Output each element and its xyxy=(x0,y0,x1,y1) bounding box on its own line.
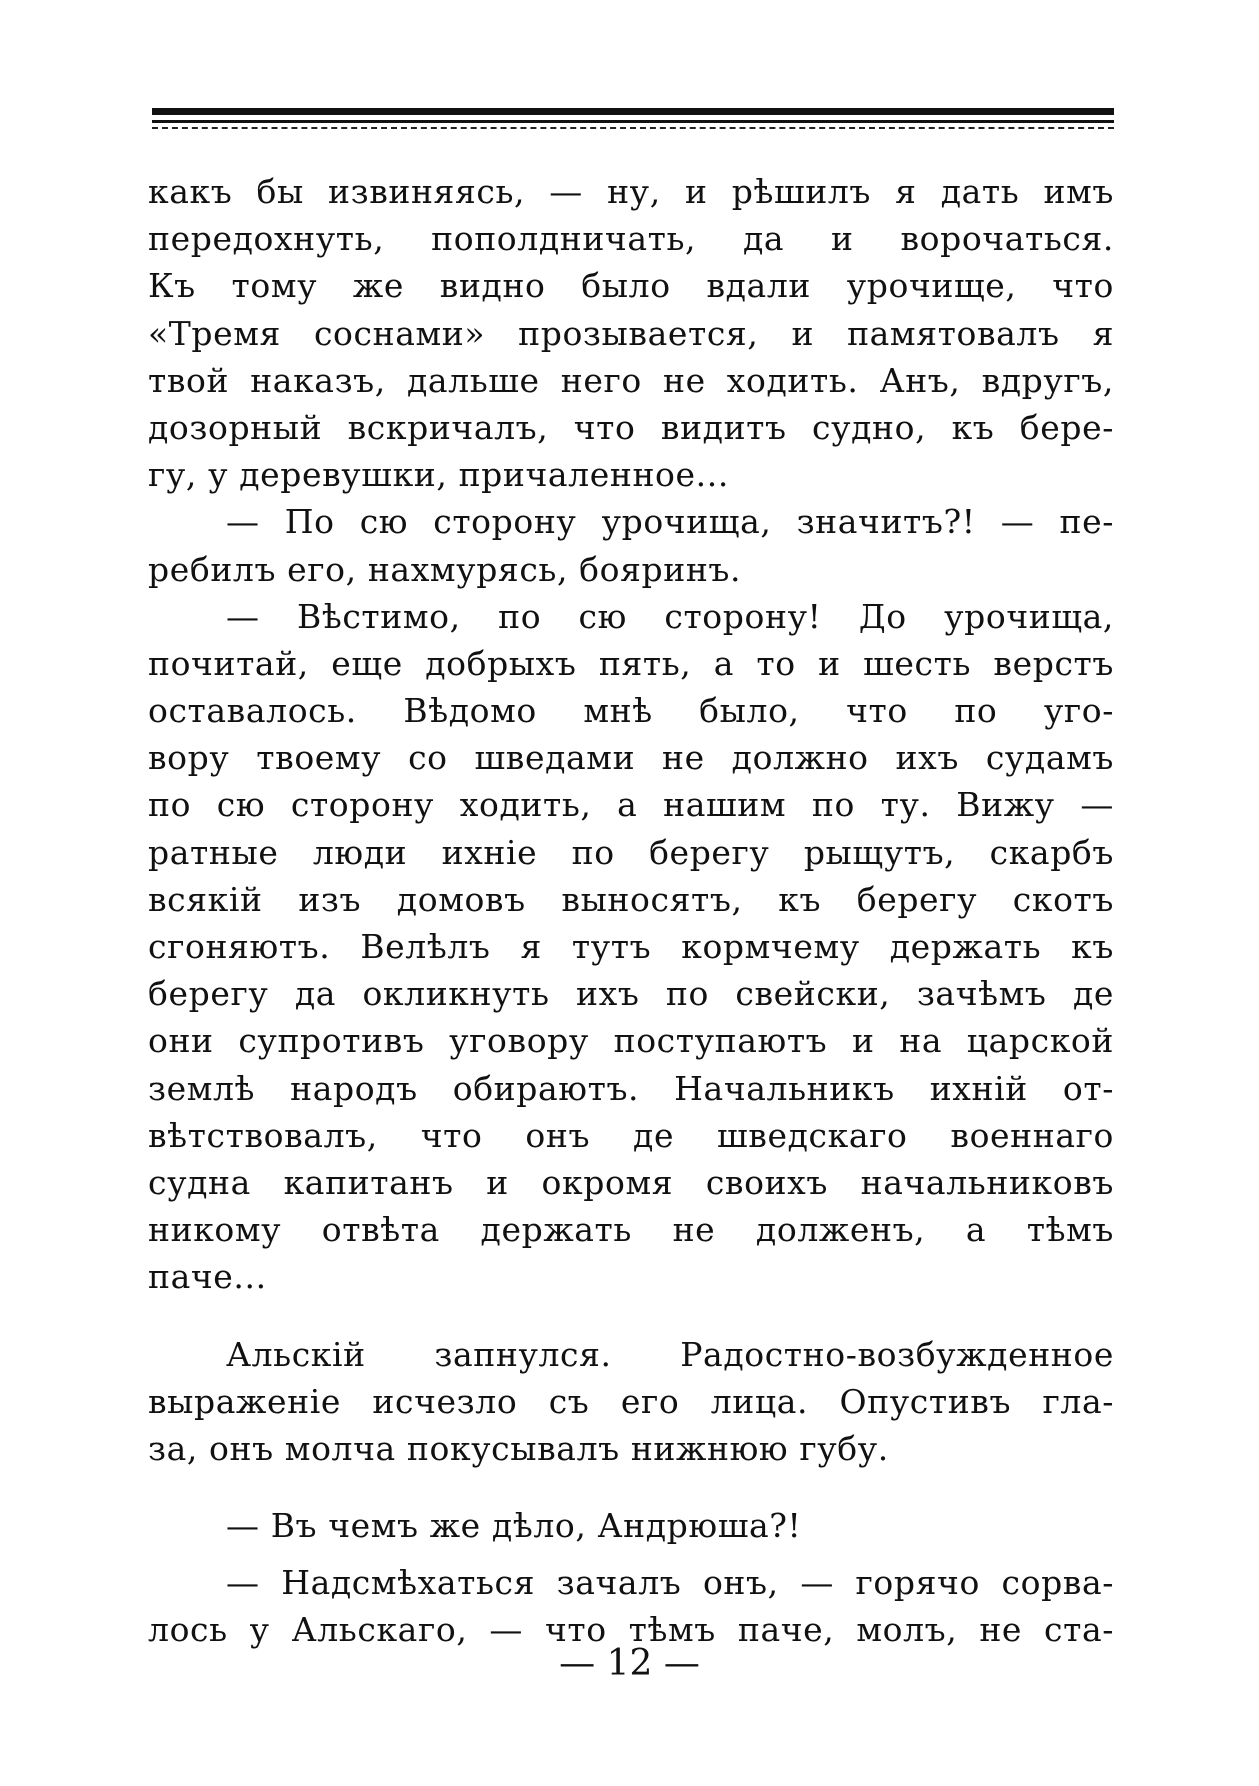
page-number: — 12 — xyxy=(559,1643,700,1684)
text-line: паче... xyxy=(148,1257,267,1297)
text-line: — Вѣстимо, по сю сторону! До урочища, xyxy=(226,596,1114,636)
text-line: почитай, еще добрыхъ пять, а то и шесть верстъ xyxy=(148,643,1114,683)
text-line: какъ бы извиняясь, — ну, и рѣшилъ я дать имъ xyxy=(148,172,1114,211)
header-rule-thin xyxy=(152,120,1114,123)
page-body xyxy=(148,168,1114,1654)
text-line: лось у Альскаго, — что тѣмъ паче, молъ, не ста- xyxy=(148,1610,1114,1650)
paragraph-gap xyxy=(148,1301,1114,1331)
text-line: Альскій запнулся. Радостно-возбужденное xyxy=(226,1334,1114,1374)
paragraph-gap xyxy=(148,1472,1114,1502)
text-line: передохнуть, пополдничать, да и ворочаться. xyxy=(148,219,1114,259)
text-line: ратные люди ихніе по берегу рыщутъ, скарбъ xyxy=(148,832,1114,872)
text-line: — Надсмѣхаться зачалъ онъ, — горячо сорва- xyxy=(226,1563,1114,1603)
header-rule-dashed xyxy=(152,127,1114,129)
text-line: гу, у деревушки, причаленное... xyxy=(148,455,729,495)
text-line: по сю сторону ходить, а нашим по ту. Вижу — xyxy=(148,785,1114,825)
text-line: вѣтствовалъ, что онъ де шведскаго военнаго xyxy=(148,1115,1114,1155)
text-line: вору твоему со шведами не должно ихъ судамъ xyxy=(148,738,1114,778)
text-line: за, онъ молча покусывалъ нижнюю губу. xyxy=(148,1428,889,1468)
text-line: — По сю сторону урочища, значитъ?! — пе- xyxy=(226,502,1114,542)
text-line: ребилъ его, нахмурясь, бояринъ. xyxy=(148,549,742,589)
text-line: — Въ чемъ же дѣло, Андрюша?! xyxy=(226,1506,802,1546)
paragraph-continuation xyxy=(148,168,1114,498)
text-line: оставалось. Вѣдомо мнѣ было, что по уго- xyxy=(148,691,1114,731)
text-line: сгоняютъ. Велѣлъ я тутъ кормчему держать къ xyxy=(148,927,1114,966)
text-line: они супротивъ уговору поступаютъ и на царской xyxy=(148,1021,1114,1061)
text-line: никому отвѣта держать не долженъ, а тѣмъ xyxy=(148,1210,1114,1250)
paragraph-dialogue xyxy=(148,498,1114,592)
paragraph-narration xyxy=(148,1331,1114,1473)
text-line: землѣ народъ обираютъ. Начальникъ ихній от- xyxy=(148,1068,1114,1108)
text-line: выраженіе исчезло съ его лица. Опустивъ гла- xyxy=(148,1381,1114,1421)
text-line: дозорный вскричалъ, что видитъ судно, къ бере- xyxy=(148,407,1114,447)
text-line: судна капитанъ и окромя своихъ начальниковъ xyxy=(148,1162,1114,1202)
text-line: всякій изъ домовъ выносятъ, къ берегу скотъ xyxy=(148,879,1114,919)
paragraph-dialogue xyxy=(148,1502,1114,1549)
text-line: твой наказъ, дальше него не ходить. Анъ, вдругъ, xyxy=(148,360,1114,400)
text-line: берегу да окликнуть ихъ по свейски, зачѣмъ де xyxy=(148,974,1114,1014)
paragraph-gap xyxy=(148,1549,1114,1559)
header-rule-thick xyxy=(152,108,1114,115)
text-line: Къ тому же видно было вдали урочище, что xyxy=(148,266,1114,306)
paragraph-dialogue xyxy=(148,593,1114,1301)
text-line: «Тремя соснами» прозывается, и памятовалъ я xyxy=(148,313,1114,353)
